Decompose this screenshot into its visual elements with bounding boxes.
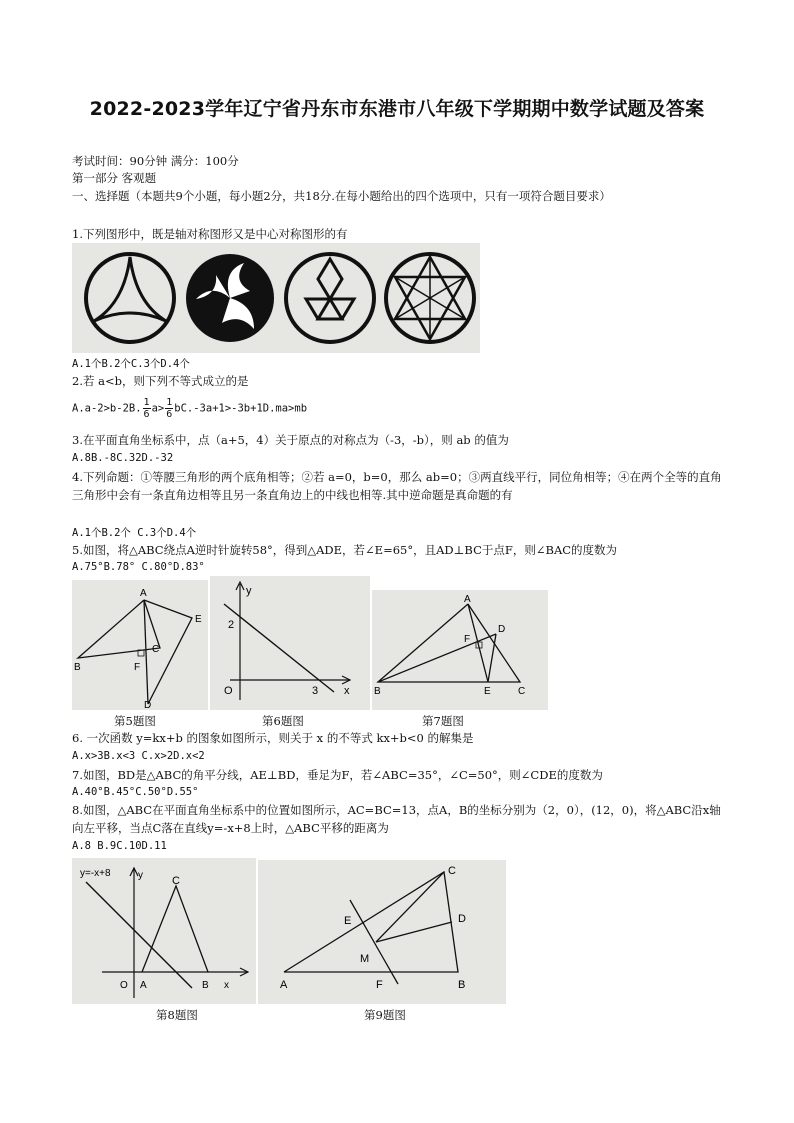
question-1-options: A.1个B.2个C.3个D.4个 [72,358,190,370]
svg-text:A: A [464,594,471,605]
three-rhombus-icon [286,254,374,342]
svg-text:B: B [202,980,209,991]
svg-text:E: E [195,614,202,625]
svg-text:x: x [344,685,350,697]
section-heading: 一、选择题（本题共9个小题，每小题2分，共18分.在每小题给出的四个选项中，只有一项符合题目要求） [72,189,611,203]
figure-5 [72,580,208,710]
question-3-options: A.8B.-8C.32D.-32 [72,452,174,464]
question-1-figures [72,243,480,353]
part-heading: 第一部分 客观题 [72,171,157,185]
six-point-star-icon [386,254,474,342]
figure-8-caption: 第8题图 [156,1008,198,1022]
svg-text:A: A [140,588,147,599]
svg-text:B: B [74,662,81,673]
svg-text:F: F [134,662,141,673]
question-7-stem: 7.如图，BD是△ABC的角平分线，AE⊥BD，垂足为F，若∠ABC=35°，∠C=50°，则∠CDE的度数为 [72,768,603,782]
svg-text:F: F [376,979,383,991]
question-2-options: A.a-2>b-2B. $\frac{1}{6}$ a> $\frac{1}{6}$ bC.-3a+1>-3b+1D.ma>mb [72,397,308,420]
svg-text:O: O [224,685,233,697]
question-4-options: A.1个B.2个 C.3个D.4个 [72,527,197,539]
svg-text:y=-x+8: y=-x+8 [80,868,111,879]
svg-text:B: B [458,979,466,991]
figure-7 [372,590,548,710]
svg-text:y: y [138,870,143,881]
svg-text:2: 2 [228,619,235,631]
figure-8 [72,858,256,1004]
question-4-stem: 4.下列命题：①等腰三角形的两个底角相等；②若 a=0，b=0，那么 ab=0；③两直线平行，同位角相等；④在两个全等的直角三角形中会有一条直角边相等且另一条直角边上的中线也相等.其中逆命题是真命题的有 [72,470,722,502]
question-8-options: A.8 B.9C.10D.11 [72,840,167,852]
svg-text:3: 3 [312,685,319,697]
question-8-stem: 8.如图，△ABC在平面直角坐标系中的位置如图所示，AC=BC=13，点A，B的坐标分别为（2，0），(12，0)，将△ABC沿x轴向左平移，当点C落在直线y=-x+8上时，△ABC平移的距离为 [72,803,721,835]
svg-text:C: C [518,686,526,697]
fraction: $\frac{1}{6}$ [166,397,173,420]
figure-6-caption: 第6题图 [262,714,304,728]
figure-9 [258,860,506,1004]
figure-7-caption: 第7题图 [422,714,464,728]
svg-text:D: D [144,700,152,710]
question-1-stem: 1.下列图形中，既是轴对称图形又是中心对称图形的有 [72,227,348,241]
svg-text:x: x [224,980,229,991]
svg-text:E: E [484,686,491,697]
svg-text:B: B [374,686,381,697]
figure-6 [210,576,370,710]
page-title: 2022-2023学年辽宁省丹东市东港市八年级下学期期中数学试题及答案 [89,98,705,120]
figure-9-caption: 第9题图 [364,1008,406,1022]
svg-text:A: A [280,979,288,991]
question-5-options: A.75°B.78° C.80°D.83° [72,561,205,573]
question-3-stem: 3.在平面直角坐标系中，点（a+5，4）关于原点的对称点为（-3，-b），则 ab 的值为 [72,433,509,447]
circle-triangle-icon [86,254,174,342]
question-2-stem: 2.若 a<b，则下列不等式成立的是 [72,374,249,388]
question-5-stem: 5.如图，将△ABC绕点A逆时针旋转58°，得到△ADE，若∠E=65°，且AD⊥BC于点F，则∠BAC的度数为 [72,543,618,557]
svg-text:C: C [448,865,456,877]
svg-text:D: D [458,913,466,925]
svg-text:M: M [360,953,370,965]
fraction: $\frac{1}{6}$ [143,397,150,420]
tomoe-swirl-icon [186,254,274,342]
svg-text:A: A [140,980,147,991]
question-7-options: A.40°B.45°C.50°D.55° [72,786,199,798]
exam-info: 考试时间：90分钟 满分：100分 [72,154,239,168]
question-6-options: A.x>3B.x<3 C.x>2D.x<2 [72,750,205,762]
svg-text:C: C [172,875,180,887]
question-6-stem: 6. 一次函数 y=kx+b 的图象如图所示，则关于 x 的不等式 kx+b<0 的解集是 [72,731,474,745]
figure-5-caption: 第5题图 [114,714,156,728]
svg-text:O: O [120,980,128,991]
svg-text:F: F [464,634,471,645]
svg-text:D: D [498,624,506,635]
svg-text:E: E [344,915,352,927]
svg-text:C: C [152,644,160,655]
svg-text:y: y [246,585,252,597]
